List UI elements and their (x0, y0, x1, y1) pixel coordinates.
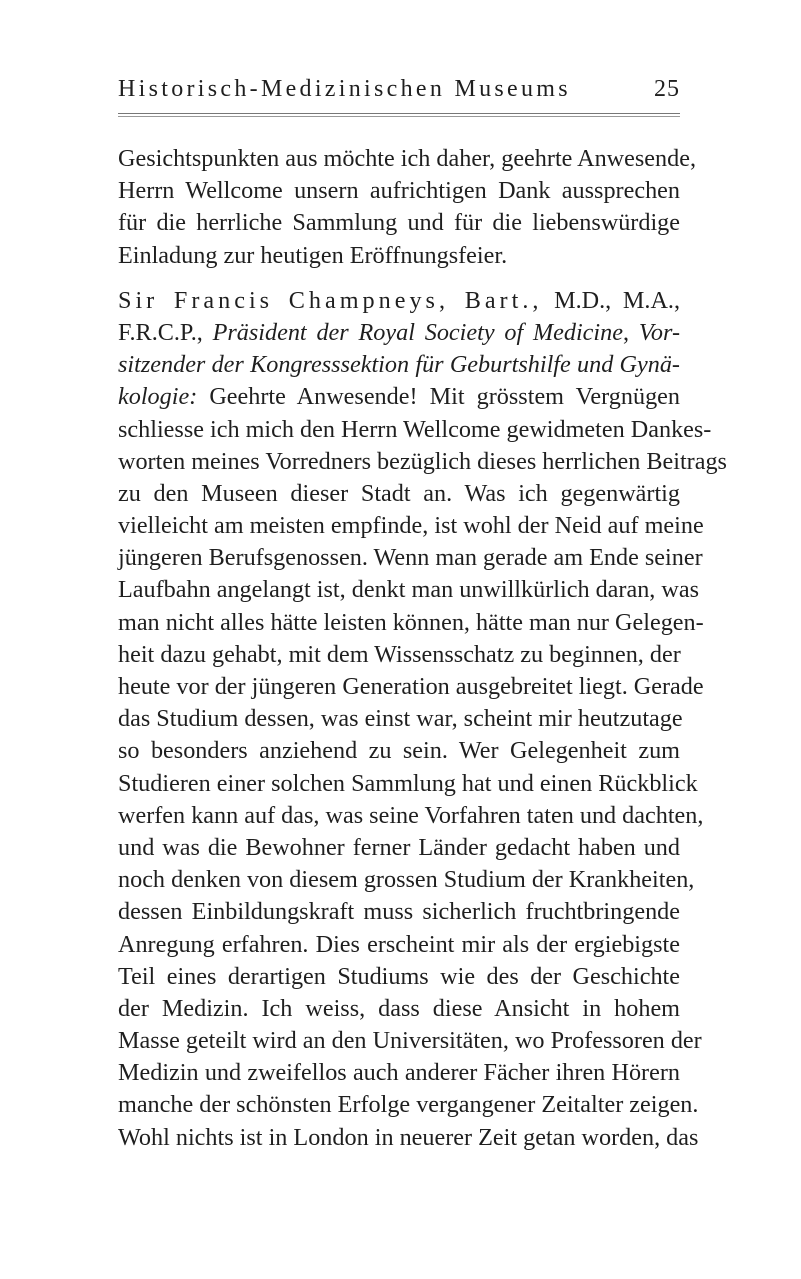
page-text (118, 143, 727, 1154)
text-line: jüngeren Berufsgenossen. Wenn man gerade am Ende seiner (118, 544, 703, 572)
text-line: Einladung zur heutigen Eröffnungsfeier. (118, 241, 508, 269)
text-line: Gesichtspunkten aus möchte ich daher, geehrte Anwesende, (118, 145, 696, 172)
speaker-role-italic-continued: Vor- (638, 318, 680, 346)
text-line: Herrn Wellcome unsern aufrichtigen Dank aussprechen (118, 177, 680, 205)
text-line: Studieren einer solchen Sammlung hat und einen Rückblick (118, 769, 698, 797)
text-line: Anregung erfahren. Dies erscheint mir als der ergiebigste (118, 930, 680, 958)
text-line: worten meines Vorredners bezüglich dieses herrlichen Beitrags (118, 447, 727, 475)
speaker-role-end: kologie: (118, 383, 198, 411)
speaker-role-separator: , (622, 318, 639, 346)
text-line: dessen Einbildungskraft muss sicherlich fruchtbringende (118, 898, 680, 926)
text-line: Laufbahn angelangt ist, denkt man unwillkürlich daran, was (118, 576, 700, 604)
text-line: man nicht alles hätte leisten können, hätte man nur Gelegen- (118, 608, 704, 636)
text-line: schliesse ich mich den Herrn Wellcome gewidmeten Dankes- (118, 415, 712, 443)
header-rule-bottom (118, 116, 680, 117)
header-rule-top (118, 113, 680, 114)
speech-opening-line (118, 381, 680, 413)
speaker-title-line (118, 317, 680, 349)
text-line: zu den Museen dieser Stadt an. Was ich gegenwärtig (118, 479, 680, 507)
text-line: heit dazu gehabt, mit dem Wissensschatz zu beginnen, der (118, 640, 681, 668)
text-line: Masse geteilt wird an den Universitäten, wo Professoren der (118, 1027, 702, 1055)
running-header (118, 74, 680, 104)
text-line: Teil eines derartigen Studiums wie des der Geschichte (118, 962, 680, 990)
text-line: für die herrliche Sammlung und für die liebenswürdige (118, 209, 680, 237)
page-number: 25 (654, 76, 680, 102)
running-title: Historisch-Medizinischen Museums (118, 76, 571, 102)
text-line: werfen kann auf das, was seine Vorfahren taten und dachten, (118, 801, 704, 829)
text-line: das Studium dessen, was einst war, scheint mir heutzutage (118, 705, 683, 733)
text-line: Medizin und zweifellos auch anderer Fächer ihren Hörern (118, 1059, 680, 1087)
speech-opening: Geehrte Anwesende! Mit grösstem Vergnügen (197, 383, 680, 411)
text-line: und was die Bewohner ferner Länder gedacht haben und (118, 833, 680, 861)
paragraph-2 (118, 285, 727, 1154)
paragraph-spacing (118, 272, 680, 285)
speaker-role-line: sitzender der Kongresssektion für Geburtshilfe und Gynä- (118, 351, 680, 379)
speaker-fellowship: F.R.C.P., (118, 318, 213, 346)
speaker-name: Sir Francis Champneys, Bart., (118, 286, 543, 314)
speaker-line (118, 285, 680, 317)
text-line: Wohl nichts ist in London in neuerer Zeit getan worden, das (118, 1123, 699, 1151)
text-line: noch denken von diesem grossen Studium der Krankheiten, (118, 866, 695, 894)
text-line: der Medizin. Ich weiss, dass diese Ansicht in hohem (118, 994, 680, 1022)
text-line: heute vor der jüngeren Generation ausgebreitet liegt. Gerade (118, 673, 704, 700)
text-line: manche der schönsten Erfolge vergangener Zeitalter zeigen. (118, 1091, 699, 1119)
text-line: so besonders anziehend zu sein. Wer Gelegenheit zum (118, 737, 680, 765)
speaker-role-italic: Präsident der Royal Society of Medicine (212, 318, 623, 346)
text-line: vielleicht am meisten empfinde, ist wohl der Neid auf meine (118, 512, 704, 540)
speaker-degrees: M.D., M.A., (542, 286, 681, 314)
paragraph-1 (118, 143, 696, 272)
